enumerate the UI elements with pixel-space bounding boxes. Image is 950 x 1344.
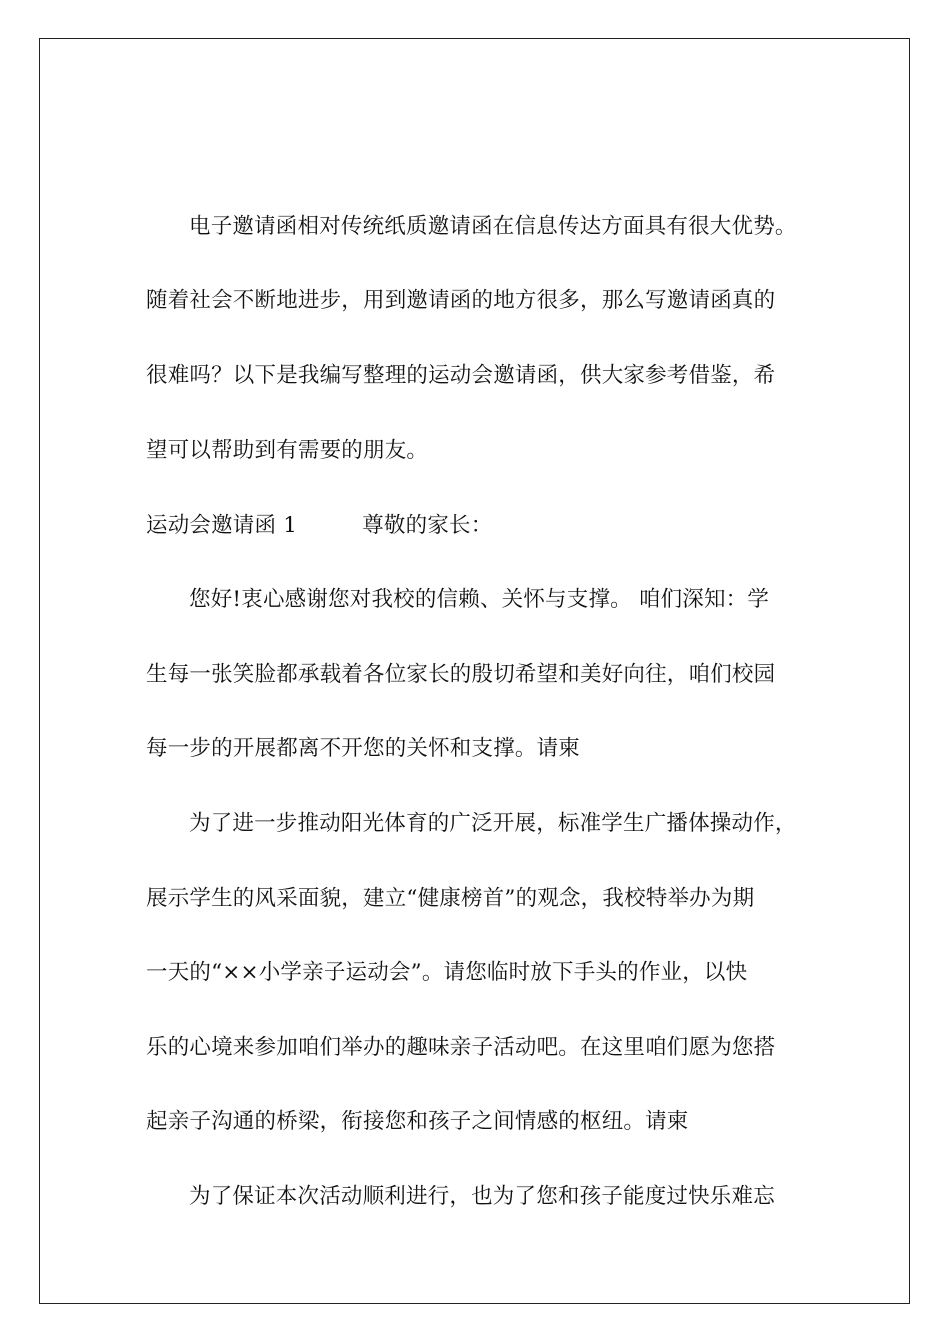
paragraph-intro-line-3: 很难吗？以下是我编写整理的运动会邀请函，供大家参考借鉴，希 [146, 363, 776, 388]
paragraph-intro-line-4: 望可以帮助到有需要的朋友。 [146, 438, 429, 463]
paragraph-event-line-4: 乐的心境来参加咱们举办的趣味亲子活动吧。在这里咱们愿为您搭 [146, 1035, 776, 1060]
paragraph-greeting-line-1: 您好!衷心感谢您对我校的信赖、关怀与支撑。 咱们深知：学 [189, 587, 770, 612]
paragraph-closing-line-1: 为了保证本次活动顺利进行，也为了您和孩子能度过快乐难忘 [189, 1184, 775, 1209]
paragraph-event-line-1: 为了进一步推动阳光体育的广泛开展，标准学生广播体操动作， [189, 811, 797, 836]
paragraph-event-line-3: 一天的“××小学亲子运动会”。请您临时放下手头的作业，以快 [146, 960, 748, 985]
paragraph-event-line-5: 起亲子沟通的桥梁，衔接您和孩子之间情感的枢纽。请柬 [146, 1109, 689, 1134]
paragraph-intro-line-1: 电子邀请函相对传统纸质邀请函在信息传达方面具有很大优势。 [189, 214, 797, 239]
section-heading-salutation: 运动会邀请函 1 尊敬的家长： [146, 513, 493, 538]
paragraph-event-line-2: 展示学生的风采面貌，建立“健康榜首”的观念，我校特举办为期 [146, 886, 755, 911]
paragraph-greeting-line-3: 每一步的开展都离不开您的关怀和支撑。请柬 [146, 736, 581, 761]
paragraph-intro-line-2: 随着社会不断地进步，用到邀请函的地方很多，那么写邀请函真的 [146, 288, 776, 313]
paragraph-greeting-line-2: 生每一张笑脸都承载着各位家长的殷切希望和美好向往，咱们校园 [146, 662, 776, 687]
